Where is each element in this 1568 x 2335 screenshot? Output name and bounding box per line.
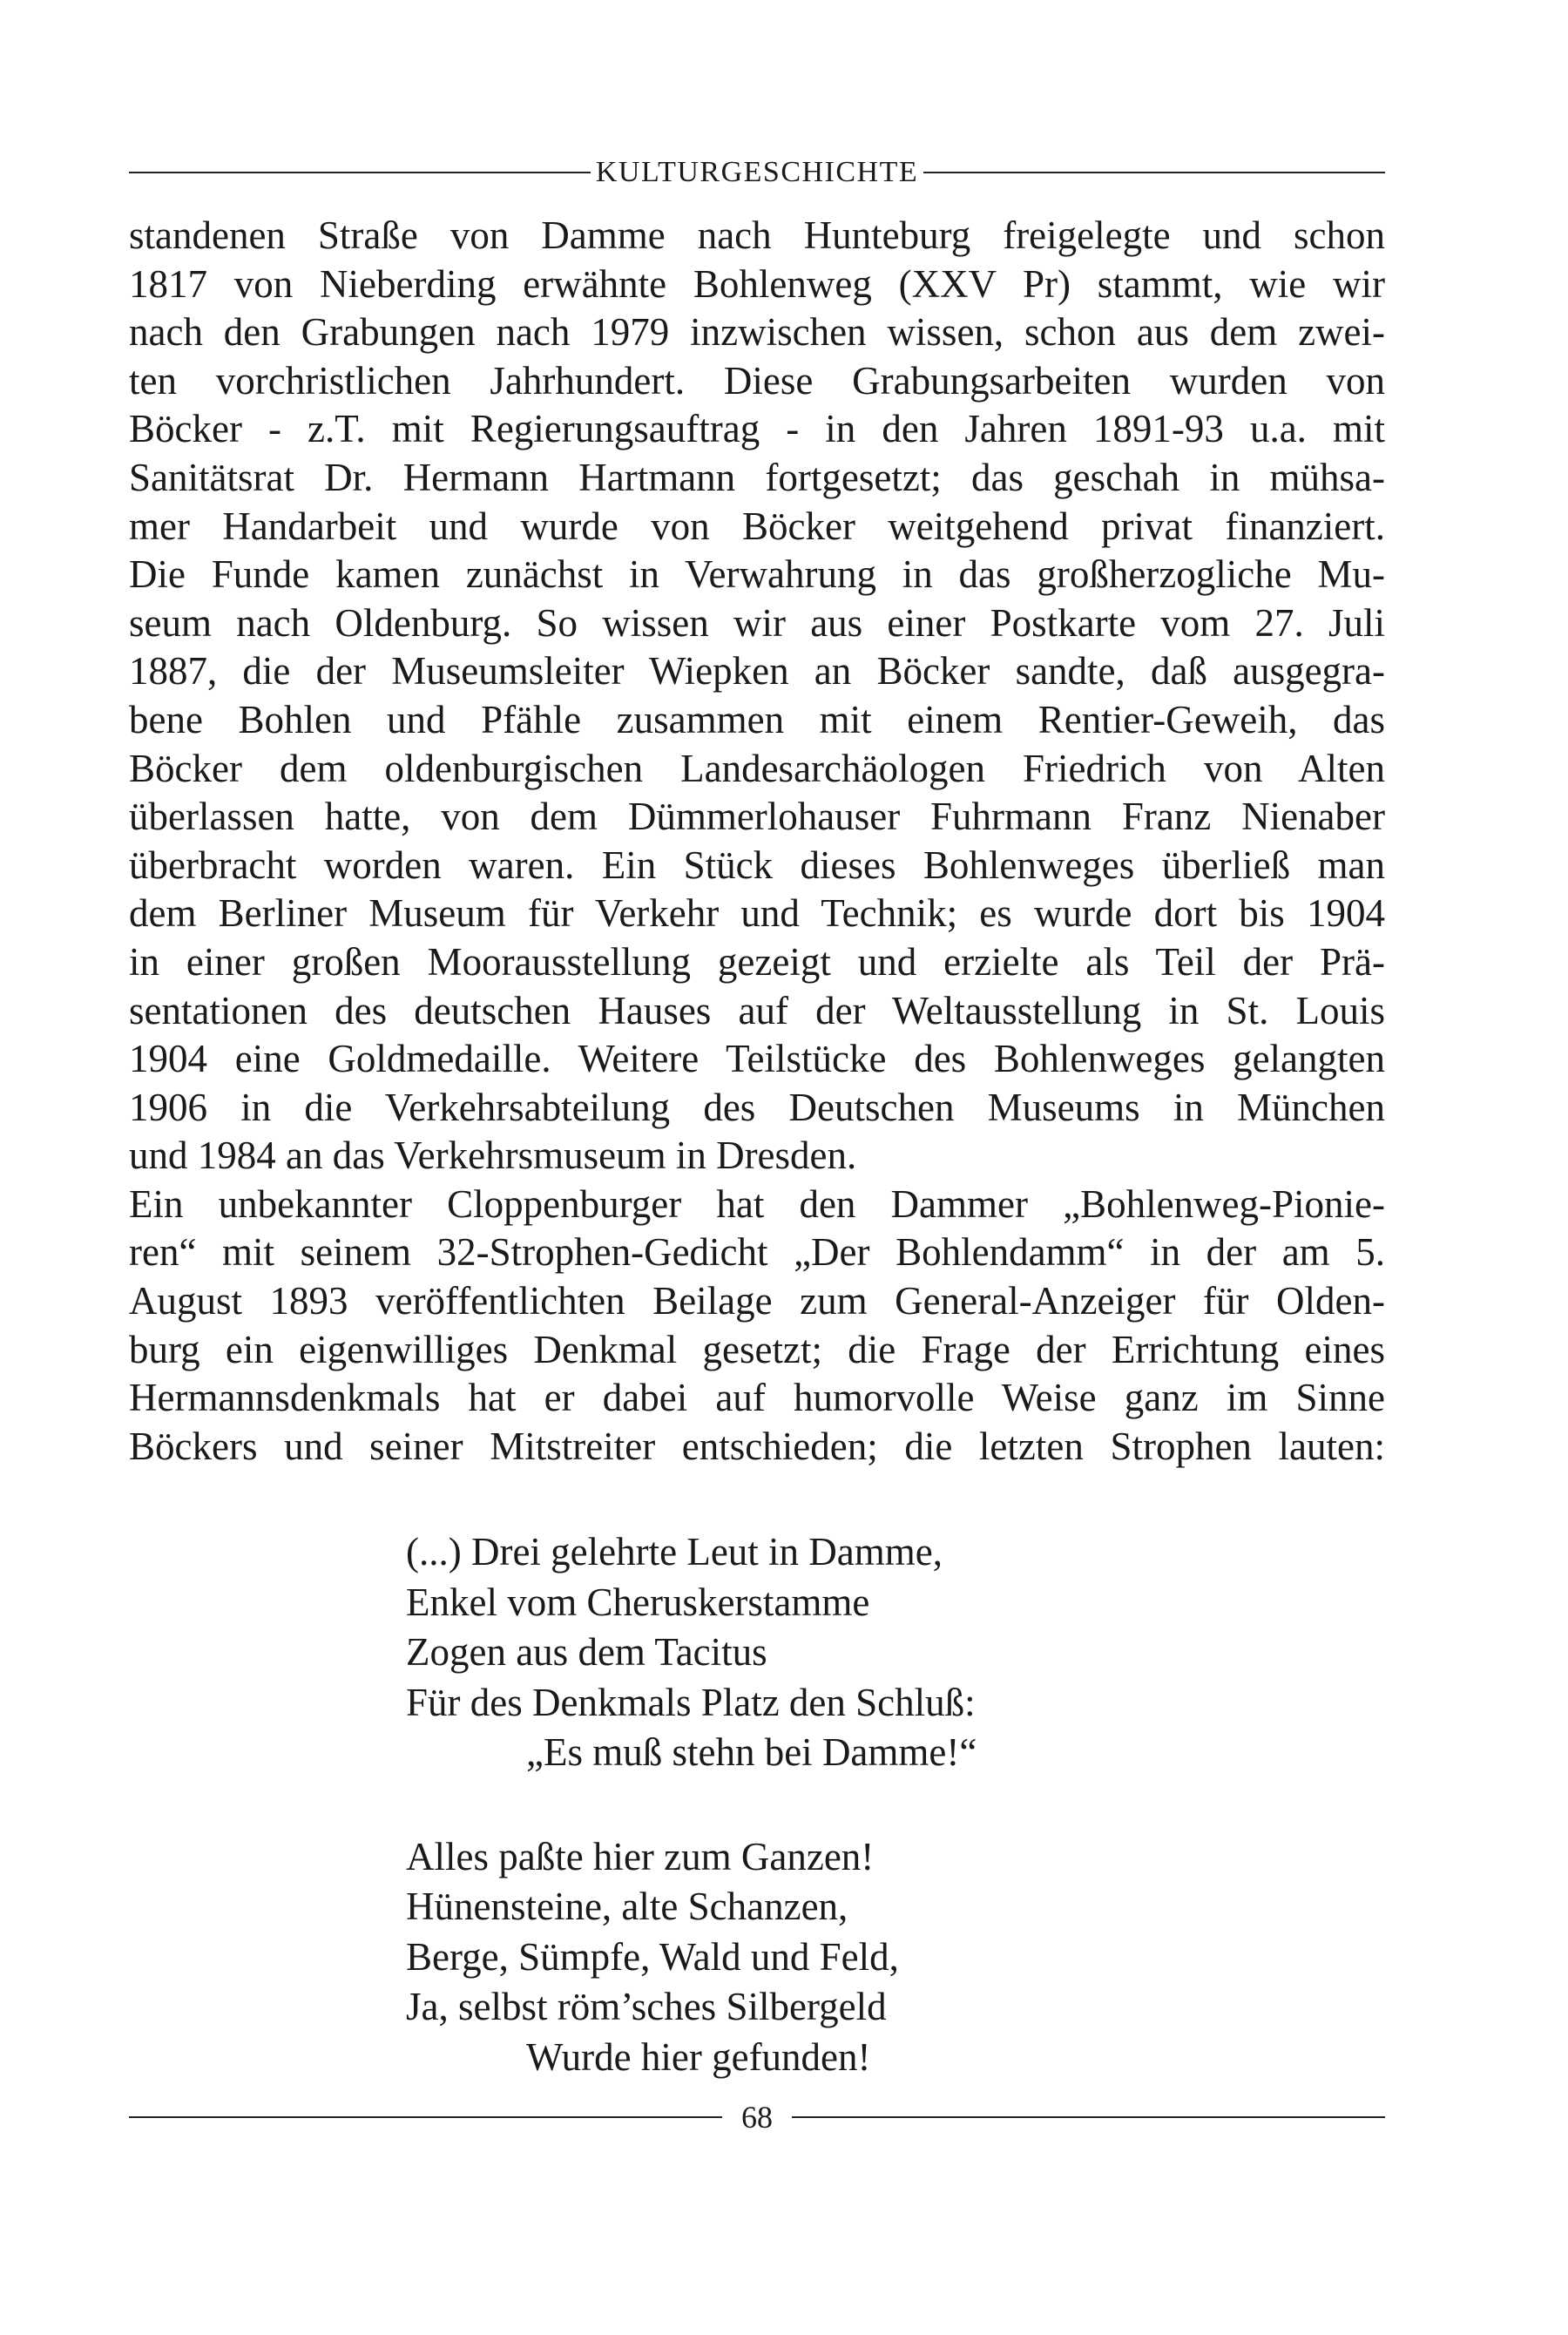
poem-verse: Zogen aus dem Tacitus	[406, 1630, 767, 1674]
body-line: sentationen des deutschen Hauses auf der Weltausstellung in St. Louis	[129, 988, 1385, 1032]
body-line: Hermannsdenkmals hat er dabei auf humorvolle Weise ganz im Sinne	[129, 1376, 1385, 1420]
body-line: ten vorchristlichen Jahrhundert. Diese Grabungsarbeiten wurden von	[129, 358, 1385, 403]
body-line: Böcker dem oldenburgischen Landesarchäologen Friedrich von Alten	[129, 746, 1385, 790]
body-line: dem Berliner Museum für Verkehr und Technik; es wurde dort bis 1904	[129, 891, 1385, 936]
footer-rule-right	[792, 2116, 1385, 2118]
body-line: standenen Straße von Damme nach Hunteburg freigelegte und schon	[129, 213, 1385, 257]
body-line: burg ein eigenwilliges Denkmal gesetzt; die Frage der Errichtung eines	[129, 1327, 1385, 1371]
poem-verse: Für des Denkmals Platz den Schluß:	[406, 1680, 976, 1724]
body-line: und 1984 an das Verkehrsmuseum in Dresden.	[129, 1134, 857, 1178]
body-line: Sanitätsrat Dr. Hermann Hartmann fortgesetzt; das geschah in mühsa-	[129, 455, 1385, 499]
body-line: Ein unbekannter Cloppenburger hat den Dammer „Bohlenweg-Pionie-	[129, 1181, 1385, 1226]
body-line: 1904 eine Goldmedaille. Weitere Teilstücke des Bohlenweges gelangten	[129, 1037, 1385, 1081]
poem-stanza	[406, 1527, 1103, 1778]
poem-stanza	[406, 1832, 1103, 2083]
body-text	[129, 212, 1385, 1471]
poem-verse: Alles paßte hier zum Ganzen!	[406, 1834, 875, 1878]
body-line: überbracht worden waren. Ein Stück dieses Bohlenweges überließ man	[129, 843, 1385, 887]
poem-verse: Ja, selbst röm’sches Silbergeld	[406, 1985, 887, 2028]
body-line: Die Funde kamen zunächst in Verwahrung in das großherzogliche Mu-	[129, 552, 1385, 597]
body-line: Böckers und seiner Mitstreiter entschieden; die letzten Strophen lauten:	[129, 1424, 1385, 1468]
poem-verse: (...) Drei gelehrte Leut in Damme,	[406, 1530, 943, 1574]
body-line: nach den Grabungen nach 1979 inzwischen wissen, schon aus dem zwei-	[129, 310, 1385, 355]
body-line: bene Bohlen und Pfähle zusammen mit einem Rentier-Geweih, das	[129, 697, 1385, 741]
body-line: seum nach Oldenburg. So wissen wir aus einer Postkarte vom 27. Juli	[129, 600, 1385, 645]
header-rule-right	[923, 172, 1385, 173]
page-number: 68	[741, 2100, 773, 2135]
section-title: KULTURGESCHICHTE	[595, 156, 919, 188]
body-line: in einer großen Moorausstellung gezeigt und erzielte als Teil der Prä-	[129, 939, 1385, 984]
body-line: Böcker - z.T. mit Regierungsauftrag - in den Jahren 1891-93 u.a. mit	[129, 407, 1385, 451]
header-rule-left	[129, 172, 591, 173]
page-footer	[129, 2093, 1385, 2142]
poem-verse: Enkel vom Cheruskerstamme	[406, 1580, 870, 1624]
stanza-gap	[406, 1778, 1103, 1832]
body-line: überlassen hatte, von dem Dümmerlohauser Fuhrmann Franz Nienaber	[129, 795, 1385, 839]
poem-quote	[406, 1527, 1103, 2082]
poem-verse: Hünensteine, alte Schanzen,	[406, 1885, 848, 1928]
body-line: 1887, die der Museumsleiter Wiepken an Böcker sandte, daß ausgegra-	[129, 649, 1385, 694]
body-line: 1817 von Nieberding erwähnte Bohlenweg (XXV Pr) stammt, wie wir	[129, 261, 1385, 306]
running-header	[129, 148, 1385, 197]
body-line: 1906 in die Verkehrsabteilung des Deutschen Museums in München	[129, 1085, 1385, 1129]
poem-refrain: Wurde hier gefunden!	[526, 2034, 871, 2079]
poem-refrain: „Es muß stehn bei Damme!“	[526, 1730, 977, 1774]
poem-verse: Berge, Sümpfe, Wald und Feld,	[406, 1934, 899, 1979]
body-line: August 1893 veröffentlichten Beilage zum General-Anzeiger für Olden-	[129, 1279, 1385, 1323]
footer-rule-left	[129, 2116, 722, 2118]
body-line: ren“ mit seinem 32-Strophen-Gedicht „Der Bohlendamm“ in der am 5.	[129, 1230, 1385, 1275]
body-line: mer Handarbeit und wurde von Böcker weitgehend privat finanziert.	[129, 504, 1385, 548]
